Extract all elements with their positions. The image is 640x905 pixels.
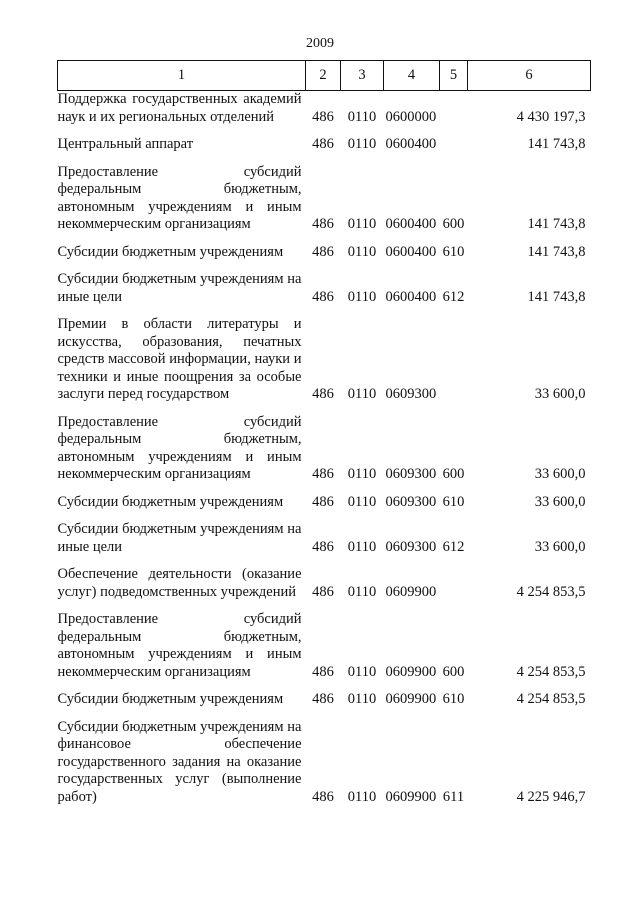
table-row [58,611,591,681]
row-col-4: 0609900 [385,583,437,600]
row-col-2: 486 [312,663,334,680]
row-name: Субсидии бюджетным учреждениям [57,691,284,707]
row-col-3: 0110 [347,216,377,232]
row-col-4: 0609300 [385,493,437,510]
row-spacer-cell [58,154,591,164]
table-row [58,164,591,234]
row-spacer-cell [58,306,591,316]
table-row [58,691,591,709]
header-col-6: 6 [468,61,591,91]
row-col-2: 486 [312,583,334,600]
row-col-5: 600 [442,663,465,680]
row-col-2: 486 [312,288,334,305]
row-col-5: 611 [442,788,465,805]
row-col-3: 0110 [347,288,377,305]
row-spacer [58,154,591,164]
row-spacer-cell [58,601,591,611]
row-col-2: 486 [312,386,334,402]
row-name: Поддержка государственных академий наук и их региональных отделений [57,91,302,125]
header-col-3: 3 [341,61,384,91]
table-header-row [58,61,591,91]
row-amount: 141 743,8 [527,136,586,152]
row-col-2: 486 [312,538,334,555]
row-col-4: 0609900 [385,691,437,707]
table-row [58,316,591,404]
row-spacer [58,484,591,494]
row-col-5: 610 [442,493,465,510]
row-col-2: 486 [312,243,334,260]
table-row [58,136,591,154]
row-spacer [58,126,591,136]
row-col-5 [440,91,468,127]
row-spacer [58,709,591,719]
row-name: Субсидии бюджетным учреждениям [57,493,284,510]
row-col-2: 486 [312,108,334,125]
row-col-3: 0110 [347,386,377,402]
row-name: Предоставление субсидий федеральным бюджетным, автономным учреждениям и иным некоммерческим организациям [57,611,302,680]
row-col-3: 0110 [347,583,377,600]
row-spacer [58,601,591,611]
row-amount: 141 743,8 [527,288,586,305]
row-col-5 [440,136,468,154]
row-col-3: 0110 [347,466,377,482]
row-amount: 33 600,0 [534,538,586,555]
row-name: Предоставление субсидий федеральным бюджетным, автономным учреждениям и иным некоммерческим организациям [57,413,302,482]
row-col-5: 612 [442,288,465,305]
row-name: Предоставление субсидий федеральным бюджетным, автономным учреждениям и иным некоммерческим организациям [57,163,302,232]
row-col-3: 0110 [347,663,377,680]
row-col-3: 0110 [347,136,377,152]
row-col-5: 610 [442,691,465,707]
table-row [58,494,591,512]
row-amount: 4 254 853,5 [516,663,586,680]
row-col-4: 0609900 [385,788,437,805]
row-col-2: 486 [312,136,334,152]
row-spacer [58,556,591,566]
row-col-5 [440,316,468,404]
row-col-3: 0110 [347,243,377,260]
row-spacer [58,234,591,244]
row-amount: 33 600,0 [534,493,586,510]
row-name: Премии в области литературы и искусства, образования, печатных средств массовой информации, науки и техники и иные поощрения за особые заслуги перед государством [57,316,302,402]
row-col-5: 612 [442,538,465,555]
row-name: Субсидии бюджетным учреждениям на финансовое обеспечение государственного задания на оказание государственных услуг (выполнение работ) [57,718,302,805]
row-col-4: 0600400 [385,288,437,305]
row-amount: 4 254 853,5 [516,583,586,600]
row-amount: 4 225 946,7 [516,788,586,805]
row-col-4: 0600400 [385,216,437,232]
row-col-2: 486 [312,493,334,510]
page-number: 2009 [306,36,334,51]
row-amount: 4 430 197,3 [516,108,586,125]
header-col-4: 4 [384,61,440,91]
row-amount: 4 254 853,5 [516,691,586,707]
row-amount: 33 600,0 [534,466,586,482]
row-col-3: 0110 [347,691,377,707]
row-col-4: 0600000 [385,108,437,125]
row-name: Субсидии бюджетным учреждениям на иные цели [57,521,302,555]
header-col-2: 2 [306,61,341,91]
row-name: Субсидии бюджетным учреждениям [57,243,284,260]
row-col-5: 600 [442,466,465,482]
row-amount: 33 600,0 [534,386,586,402]
row-col-2: 486 [312,466,334,482]
row-name: Субсидии бюджетным учреждениям на иные цели [57,271,302,305]
row-col-4: 0609300 [385,386,437,402]
table-row [58,566,591,601]
row-col-4: 0600400 [385,136,437,152]
row-col-5: 610 [442,243,465,260]
row-spacer [58,511,591,521]
table-row [58,244,591,262]
row-col-4: 0609900 [385,663,437,680]
row-col-4: 0600400 [385,243,437,260]
row-amount: 141 743,8 [527,243,586,260]
row-spacer [58,306,591,316]
row-col-5 [440,566,468,601]
table-row [58,414,591,484]
row-col-3: 0110 [347,538,377,555]
row-col-2: 486 [312,216,334,232]
row-name: Обеспечение деятельности (оказание услуг) подведомственных учреждений [57,566,302,600]
row-col-4: 0609300 [385,466,437,482]
row-col-5: 600 [442,216,465,232]
row-spacer-cell [58,511,591,521]
row-col-2: 486 [312,788,334,805]
table-row [58,91,591,127]
budget-table [57,60,591,806]
row-spacer-cell [58,234,591,244]
row-col-2: 486 [312,691,334,707]
table-row [58,271,591,306]
row-spacer-cell [58,404,591,414]
row-name: Центральный аппарат [57,136,194,152]
table-row [58,719,591,807]
row-spacer-cell [58,681,591,691]
row-spacer-cell [58,484,591,494]
row-col-3: 0110 [347,788,377,805]
table-row [58,521,591,556]
row-spacer [58,261,591,271]
row-amount: 141 743,8 [527,216,586,232]
header-col-1: 1 [58,61,306,91]
header-col-5: 5 [440,61,468,91]
row-spacer-cell [58,126,591,136]
row-col-3: 0110 [347,493,377,510]
row-spacer-cell [58,261,591,271]
row-col-3: 0110 [347,108,377,125]
row-spacer-cell [58,556,591,566]
row-spacer-cell [58,709,591,719]
row-col-4: 0609300 [385,538,437,555]
row-spacer [58,681,591,691]
row-spacer [58,404,591,414]
